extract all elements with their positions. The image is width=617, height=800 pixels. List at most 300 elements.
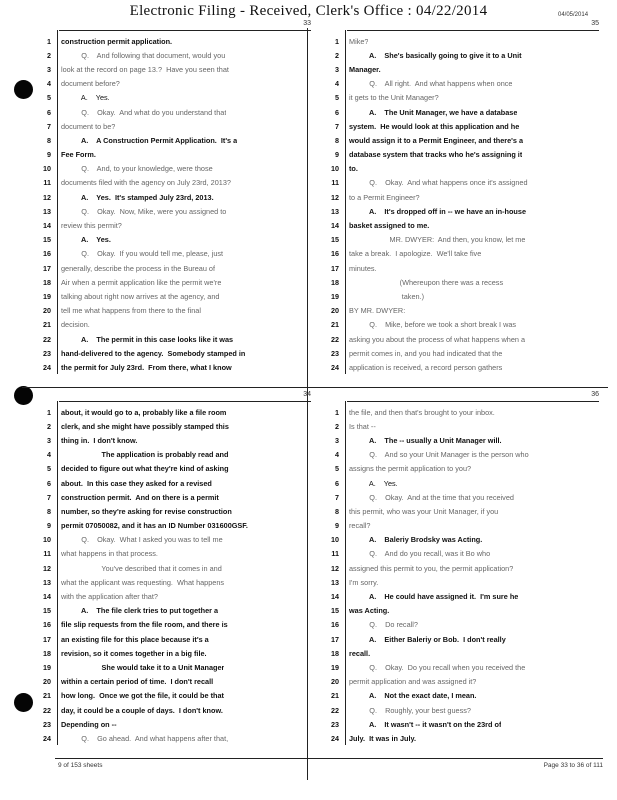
line-text: an existing file for this place because it's a: [61, 634, 209, 644]
line-number: 8: [335, 135, 339, 145]
transcript-line: [37, 148, 315, 162]
transcript-lines: [325, 405, 603, 746]
transcript-line: [325, 275, 603, 289]
line-text: documents filed with the agency on July 23rd, 2013?: [61, 178, 231, 188]
line-text: number, so they're asking for revise construction: [61, 506, 232, 516]
transcript-line: [325, 176, 603, 190]
line-number: 15: [43, 235, 51, 245]
transcript-line: [37, 689, 315, 703]
transcript-line: [37, 105, 315, 119]
line-number: 18: [331, 648, 339, 658]
line-number: 19: [43, 662, 51, 672]
line-text: A. The permit in this case looks like it was: [61, 334, 234, 344]
line-text: taken.): [349, 291, 425, 301]
transcript-line: [325, 77, 603, 91]
line-text: document before?: [61, 79, 120, 89]
transcript-line: [325, 105, 603, 119]
line-number: 24: [331, 362, 339, 372]
transcript-line: [37, 604, 315, 618]
filing-stamp: Electronic Filing - Received, Clerk's Office : 04/22/2014: [129, 3, 488, 19]
line-text: system. He would look at this application and he: [349, 121, 520, 131]
footer-rule: [55, 758, 603, 759]
line-number: 7: [335, 121, 339, 131]
transcript-line: [325, 547, 603, 561]
line-text: (Whereupon there was a recess: [349, 277, 504, 287]
line-text: A. The file clerk tries to put together a: [61, 606, 219, 616]
transcript-line: [325, 646, 603, 660]
page-top-rule: [347, 401, 599, 402]
line-number: 24: [43, 362, 51, 372]
line-text: file slip requests from the file room, and there is: [61, 620, 228, 630]
line-text: assigns the permit application to you?: [349, 464, 472, 474]
line-number: 14: [331, 221, 339, 231]
line-number: 20: [331, 677, 339, 687]
line-text: decision.: [61, 320, 90, 330]
transcript-line: [37, 575, 315, 589]
transcript-line: [37, 632, 315, 646]
line-number: 1: [47, 407, 51, 417]
line-number: 17: [43, 263, 51, 273]
transcript-line: [37, 91, 315, 105]
line-number: 21: [43, 691, 51, 701]
line-number: 24: [43, 733, 51, 743]
line-text: it gets to the Unit Manager?: [349, 93, 439, 103]
line-text: I'm sorry.: [349, 577, 379, 587]
line-number: 2: [335, 50, 339, 60]
transcript-line: [325, 318, 603, 332]
transcript-line: [325, 731, 603, 745]
transcript-line: [37, 133, 315, 147]
line-number: 12: [331, 192, 339, 202]
line-number: 6: [47, 107, 51, 117]
transcript-line: [37, 62, 315, 76]
transcript-line: [37, 77, 315, 91]
transcript-line: [37, 660, 315, 674]
transcript-line: [37, 504, 315, 518]
line-text: A. Yes. It's stamped July 23rd, 2013.: [61, 192, 214, 202]
line-number: 5: [335, 464, 339, 474]
line-text: generally, describe the process in the Bureau of: [61, 263, 216, 273]
line-number: 6: [335, 478, 339, 488]
line-number: 9: [335, 150, 339, 160]
punch-hole-bottom: [14, 693, 33, 712]
line-number: 20: [43, 677, 51, 687]
line-text: take a break. I apologize. We'll take five: [349, 249, 482, 259]
line-number: 13: [331, 206, 339, 216]
line-text: revision, so it comes together in a big file.: [61, 648, 207, 658]
transcript-line: [325, 490, 603, 504]
transcript-line: [37, 405, 315, 419]
transcript-line: [325, 618, 603, 632]
line-number: 20: [43, 306, 51, 316]
line-text: A. The Unit Manager, we have a database: [349, 107, 518, 117]
line-number: 12: [331, 563, 339, 573]
transcript-line: [325, 48, 603, 62]
line-text: Q. Do recall?: [349, 620, 418, 630]
line-text: Q. Okay. And what happens once it's assigned: [349, 178, 528, 188]
line-text: database system that tracks who he's assigning it: [349, 150, 523, 160]
line-text: decided to figure out what they're kind of asking: [61, 464, 229, 474]
line-number: 2: [335, 421, 339, 431]
line-number: 9: [47, 521, 51, 531]
transcript-page-36: [325, 389, 603, 745]
line-number: 11: [331, 549, 339, 559]
line-text: Q. And so your Unit Manager is the person who: [349, 450, 529, 460]
line-text: how long. Once we got the file, it could be that: [61, 691, 224, 701]
line-number: 23: [331, 719, 339, 729]
transcript-line: [325, 34, 603, 48]
line-text: thing in. I don't know.: [61, 435, 138, 445]
line-text: You've described that it comes in and: [61, 563, 222, 573]
transcript-line: [325, 519, 603, 533]
line-text: to a Permit Engineer?: [349, 192, 420, 202]
transcript-line: [325, 204, 603, 218]
line-text: A. It's dropped off in -- we have an in-house: [349, 206, 527, 216]
line-number: 18: [43, 648, 51, 658]
line-text: permit comes in, and you had indicated that the: [349, 348, 503, 358]
transcript-line: [37, 519, 315, 533]
transcript-line: [37, 261, 315, 275]
line-number: 4: [47, 79, 51, 89]
transcript-line: [37, 304, 315, 318]
line-text: the file, and then that's brought to your inbox.: [349, 407, 495, 417]
transcript-line: [37, 190, 315, 204]
transcript-line: [325, 162, 603, 176]
line-number: 1: [335, 407, 339, 417]
transcript-line: [325, 589, 603, 603]
page-range: Page 33 to 36 of 111: [543, 762, 603, 769]
line-number: 21: [43, 320, 51, 330]
transcript-line: [37, 419, 315, 433]
line-number: 3: [335, 64, 339, 74]
line-text: Q. Okay. Do you recall when you received the: [349, 662, 526, 672]
line-number: 6: [335, 107, 339, 117]
line-number: 21: [331, 691, 339, 701]
line-text: tell me what happens from there to the final: [61, 306, 201, 316]
transcript-lines: [37, 34, 315, 375]
page-number: 33: [303, 20, 311, 27]
transcript-line: [37, 275, 315, 289]
transcript-line: [325, 462, 603, 476]
line-text: document to be?: [61, 121, 116, 131]
line-text: A. Yes.: [349, 478, 398, 488]
line-text: the permit for July 23rd. From there, what I know: [61, 362, 232, 372]
transcript-line: [37, 346, 315, 360]
line-number: 22: [43, 334, 51, 344]
line-text: permit application and was assigned it?: [349, 677, 477, 687]
line-number: 24: [331, 733, 339, 743]
transcript-line: [325, 91, 603, 105]
transcript-line: [325, 133, 603, 147]
line-text: review this permit?: [61, 221, 122, 231]
line-number: 10: [43, 535, 51, 545]
transcript-line: [325, 261, 603, 275]
line-text: what the applicant was requesting. What happens: [61, 577, 225, 587]
line-number: 13: [43, 577, 51, 587]
line-text: this permit, who was your Unit Manager, if you: [349, 506, 499, 516]
line-text: hand-delivered to the agency. Somebody stamped in: [61, 348, 246, 358]
line-number: 10: [331, 164, 339, 174]
line-text: construction permit. And on there is a permit: [61, 492, 219, 502]
line-text: A. She's basically going to give it to a Unit: [349, 50, 522, 60]
transcript-page-33: [37, 18, 315, 374]
line-text: look at the record on page 13.? Have you seen that: [61, 64, 229, 74]
line-number: 4: [335, 79, 339, 89]
line-text: Air when a permit application like the permit we're: [61, 277, 222, 287]
transcript-line: [325, 218, 603, 232]
line-number: 5: [47, 464, 51, 474]
line-number: 15: [331, 235, 339, 245]
line-number: 11: [43, 178, 51, 188]
transcript-line: [325, 533, 603, 547]
line-number: 4: [335, 450, 339, 460]
line-text: She would take it to a Unit Manager: [61, 662, 225, 672]
transcript-line: [37, 675, 315, 689]
line-number: 7: [47, 492, 51, 502]
transcript-line: [325, 148, 603, 162]
transcript-line: [37, 162, 315, 176]
line-number: 23: [331, 348, 339, 358]
line-text: Depending on --: [61, 719, 117, 729]
line-text: MR. DWYER: And then, you know, let me: [349, 235, 526, 245]
transcript-line: [37, 646, 315, 660]
transcript-line: [37, 433, 315, 447]
transcript-line: [37, 547, 315, 561]
transcript-line: [325, 332, 603, 346]
line-text: Q. And following that document, would you: [61, 50, 226, 60]
line-number: 22: [331, 705, 339, 715]
transcript-line: [37, 318, 315, 332]
line-text: BY MR. DWYER:: [349, 306, 406, 316]
transcript-line: [37, 561, 315, 575]
transcript-line: [325, 604, 603, 618]
transcript-line: [37, 48, 315, 62]
line-number: 10: [331, 535, 339, 545]
line-number: 6: [47, 478, 51, 488]
line-text: Q. Okay. Now, Mike, were you assigned to: [61, 206, 227, 216]
line-number: 10: [43, 164, 51, 174]
line-text: Q. And do you recall, was it Bo who: [349, 549, 491, 559]
line-number: 17: [43, 634, 51, 644]
line-text: Q. Mike, before we took a short break I was: [349, 320, 517, 330]
line-text: asking you about the process of what happens when a: [349, 334, 526, 344]
line-text: Q. Okay. What I asked you was to tell me: [61, 535, 223, 545]
line-number: 23: [43, 719, 51, 729]
line-number: 13: [43, 206, 51, 216]
transcript-line: [37, 462, 315, 476]
transcript-line: [325, 247, 603, 261]
sheet-count: 9 of 153 sheets: [58, 762, 103, 769]
line-text: Q. Okay. And at the time that you received: [349, 492, 514, 502]
page-top-rule: [59, 401, 311, 402]
line-text: day, it could be a couple of days. I don't know.: [61, 705, 223, 715]
line-number: 22: [43, 705, 51, 715]
line-number: 8: [47, 135, 51, 145]
row-divider: [22, 387, 608, 388]
transcript-line: [325, 233, 603, 247]
page-top-rule: [59, 30, 311, 31]
line-number: 5: [335, 93, 339, 103]
line-text: Q. Go ahead. And what happens after that,: [61, 733, 229, 743]
line-text: clerk, and she might have possibly stamped this: [61, 421, 229, 431]
line-text: minutes.: [349, 263, 377, 273]
punch-hole-top: [14, 80, 33, 99]
page-number: 35: [591, 20, 599, 27]
transcript-line: [325, 405, 603, 419]
line-text: with the application after that?: [61, 592, 158, 602]
line-text: within a certain period of time. I don't recall: [61, 677, 214, 687]
line-number: 14: [331, 592, 339, 602]
line-text: talking about right now arrives at the agency, and: [61, 291, 220, 301]
transcript-line: [325, 346, 603, 360]
line-text: Mike?: [349, 36, 369, 46]
line-number: 16: [43, 249, 51, 259]
page-top-rule: [347, 30, 599, 31]
transcript-lines: [325, 34, 603, 375]
line-text: to.: [349, 164, 358, 174]
line-text: A. A Construction Permit Application. It's a: [61, 135, 238, 145]
transcript-line: [37, 119, 315, 133]
line-number: 19: [331, 291, 339, 301]
transcript-line: [37, 533, 315, 547]
line-text: July. It was in July.: [349, 733, 417, 743]
transcript-line: [37, 204, 315, 218]
line-number: 9: [335, 521, 339, 531]
line-text: A. Not the exact date, I mean.: [349, 691, 477, 701]
line-text: application is received, a record person gathers: [349, 362, 503, 372]
transcript-line: [37, 289, 315, 303]
transcript-line: [325, 689, 603, 703]
line-number: 7: [47, 121, 51, 131]
line-number: 19: [331, 662, 339, 672]
line-text: Q. Roughly, your best guess?: [349, 705, 471, 715]
line-number: 11: [331, 178, 339, 188]
line-text: A. Baleriy Brodsky was Acting.: [349, 535, 483, 545]
line-number: 2: [47, 50, 51, 60]
transcript-line: [37, 332, 315, 346]
transcript-line: [37, 731, 315, 745]
line-text: about, it would go to a, probably like a file room: [61, 407, 227, 417]
line-number: 22: [331, 334, 339, 344]
line-text: The application is probably read and: [61, 450, 229, 460]
line-number: 4: [47, 450, 51, 460]
line-text: assigned this permit to you, the permit application?: [349, 563, 514, 573]
transcript-line: [325, 504, 603, 518]
line-number: 15: [331, 606, 339, 616]
transcript-line: [37, 176, 315, 190]
line-number: 16: [43, 620, 51, 630]
transcript-line: [325, 675, 603, 689]
line-number: 8: [335, 506, 339, 516]
line-number: 17: [331, 263, 339, 273]
line-number: 2: [47, 421, 51, 431]
transcript-line: [37, 703, 315, 717]
transcript-line: [37, 247, 315, 261]
transcript-lines: [37, 405, 315, 746]
line-text: A. It wasn't -- it wasn't on the 23rd of: [349, 719, 502, 729]
transcript-line: [37, 34, 315, 48]
line-text: recall.: [349, 648, 371, 658]
line-text: basket assigned to me.: [349, 221, 430, 231]
transcript-line: [37, 589, 315, 603]
line-text: would assign it to a Permit Engineer, and there's a: [349, 135, 524, 145]
line-number: 16: [331, 249, 339, 259]
line-text: Fee Form.: [61, 150, 96, 160]
transcript-line: [325, 119, 603, 133]
line-number: 3: [47, 64, 51, 74]
transcript-line: [37, 448, 315, 462]
line-text: Q. Okay. If you would tell me, please, just: [61, 249, 224, 259]
transcript-line: [325, 717, 603, 731]
transcript-line: [325, 190, 603, 204]
page-number: 36: [591, 391, 599, 398]
transcript-line: [37, 360, 315, 374]
line-number: 1: [47, 36, 51, 46]
transcript-page-34: [37, 389, 315, 745]
line-text: Is that --: [349, 421, 376, 431]
line-text: A. Either Baleriy or Bob. I don't really: [349, 634, 506, 644]
line-number: 21: [331, 320, 339, 330]
line-text: was Acting.: [349, 606, 390, 616]
line-text: A. Yes.: [61, 93, 110, 103]
transcript-line: [325, 632, 603, 646]
line-number: 9: [47, 150, 51, 160]
line-number: 19: [43, 291, 51, 301]
transcript-line: [37, 717, 315, 731]
transcript-line: [37, 476, 315, 490]
filing-code: 04/05/2014: [558, 12, 589, 18]
line-number: 16: [331, 620, 339, 630]
transcript-line: [325, 476, 603, 490]
line-text: what happens in that process.: [61, 549, 158, 559]
line-number: 3: [335, 435, 339, 445]
transcript-line: [325, 433, 603, 447]
transcript-line: [37, 618, 315, 632]
line-number: 17: [331, 634, 339, 644]
line-text: construction permit application.: [61, 36, 173, 46]
line-text: Q. And, to your knowledge, were those: [61, 164, 213, 174]
line-number: 13: [331, 577, 339, 587]
transcript-line: [325, 304, 603, 318]
line-text: A. The -- usually a Unit Manager will.: [349, 435, 502, 445]
transcript-line: [37, 218, 315, 232]
line-number: 18: [331, 277, 339, 287]
line-number: 12: [43, 563, 51, 573]
line-text: about. In this case they asked for a revised: [61, 478, 212, 488]
transcript-line: [325, 561, 603, 575]
transcript-line: [325, 419, 603, 433]
transcript-line: [37, 490, 315, 504]
line-text: A. Yes.: [61, 235, 111, 245]
line-number: 15: [43, 606, 51, 616]
line-text: Manager.: [349, 64, 381, 74]
page-number: 34: [303, 391, 311, 398]
line-number: 7: [335, 492, 339, 502]
transcript-line: [325, 575, 603, 589]
line-number: 18: [43, 277, 51, 287]
transcript-line: [325, 660, 603, 674]
line-number: 5: [47, 93, 51, 103]
transcript-line: [325, 360, 603, 374]
transcript-page-35: [325, 18, 603, 374]
punch-hole-middle: [14, 386, 33, 405]
transcript-line: [325, 703, 603, 717]
line-number: 12: [43, 192, 51, 202]
line-text: recall?: [349, 521, 371, 531]
line-text: Q. Okay. And what do you understand that: [61, 107, 227, 117]
line-number: 23: [43, 348, 51, 358]
line-text: A. He could have assigned it. I'm sure he: [349, 592, 519, 602]
